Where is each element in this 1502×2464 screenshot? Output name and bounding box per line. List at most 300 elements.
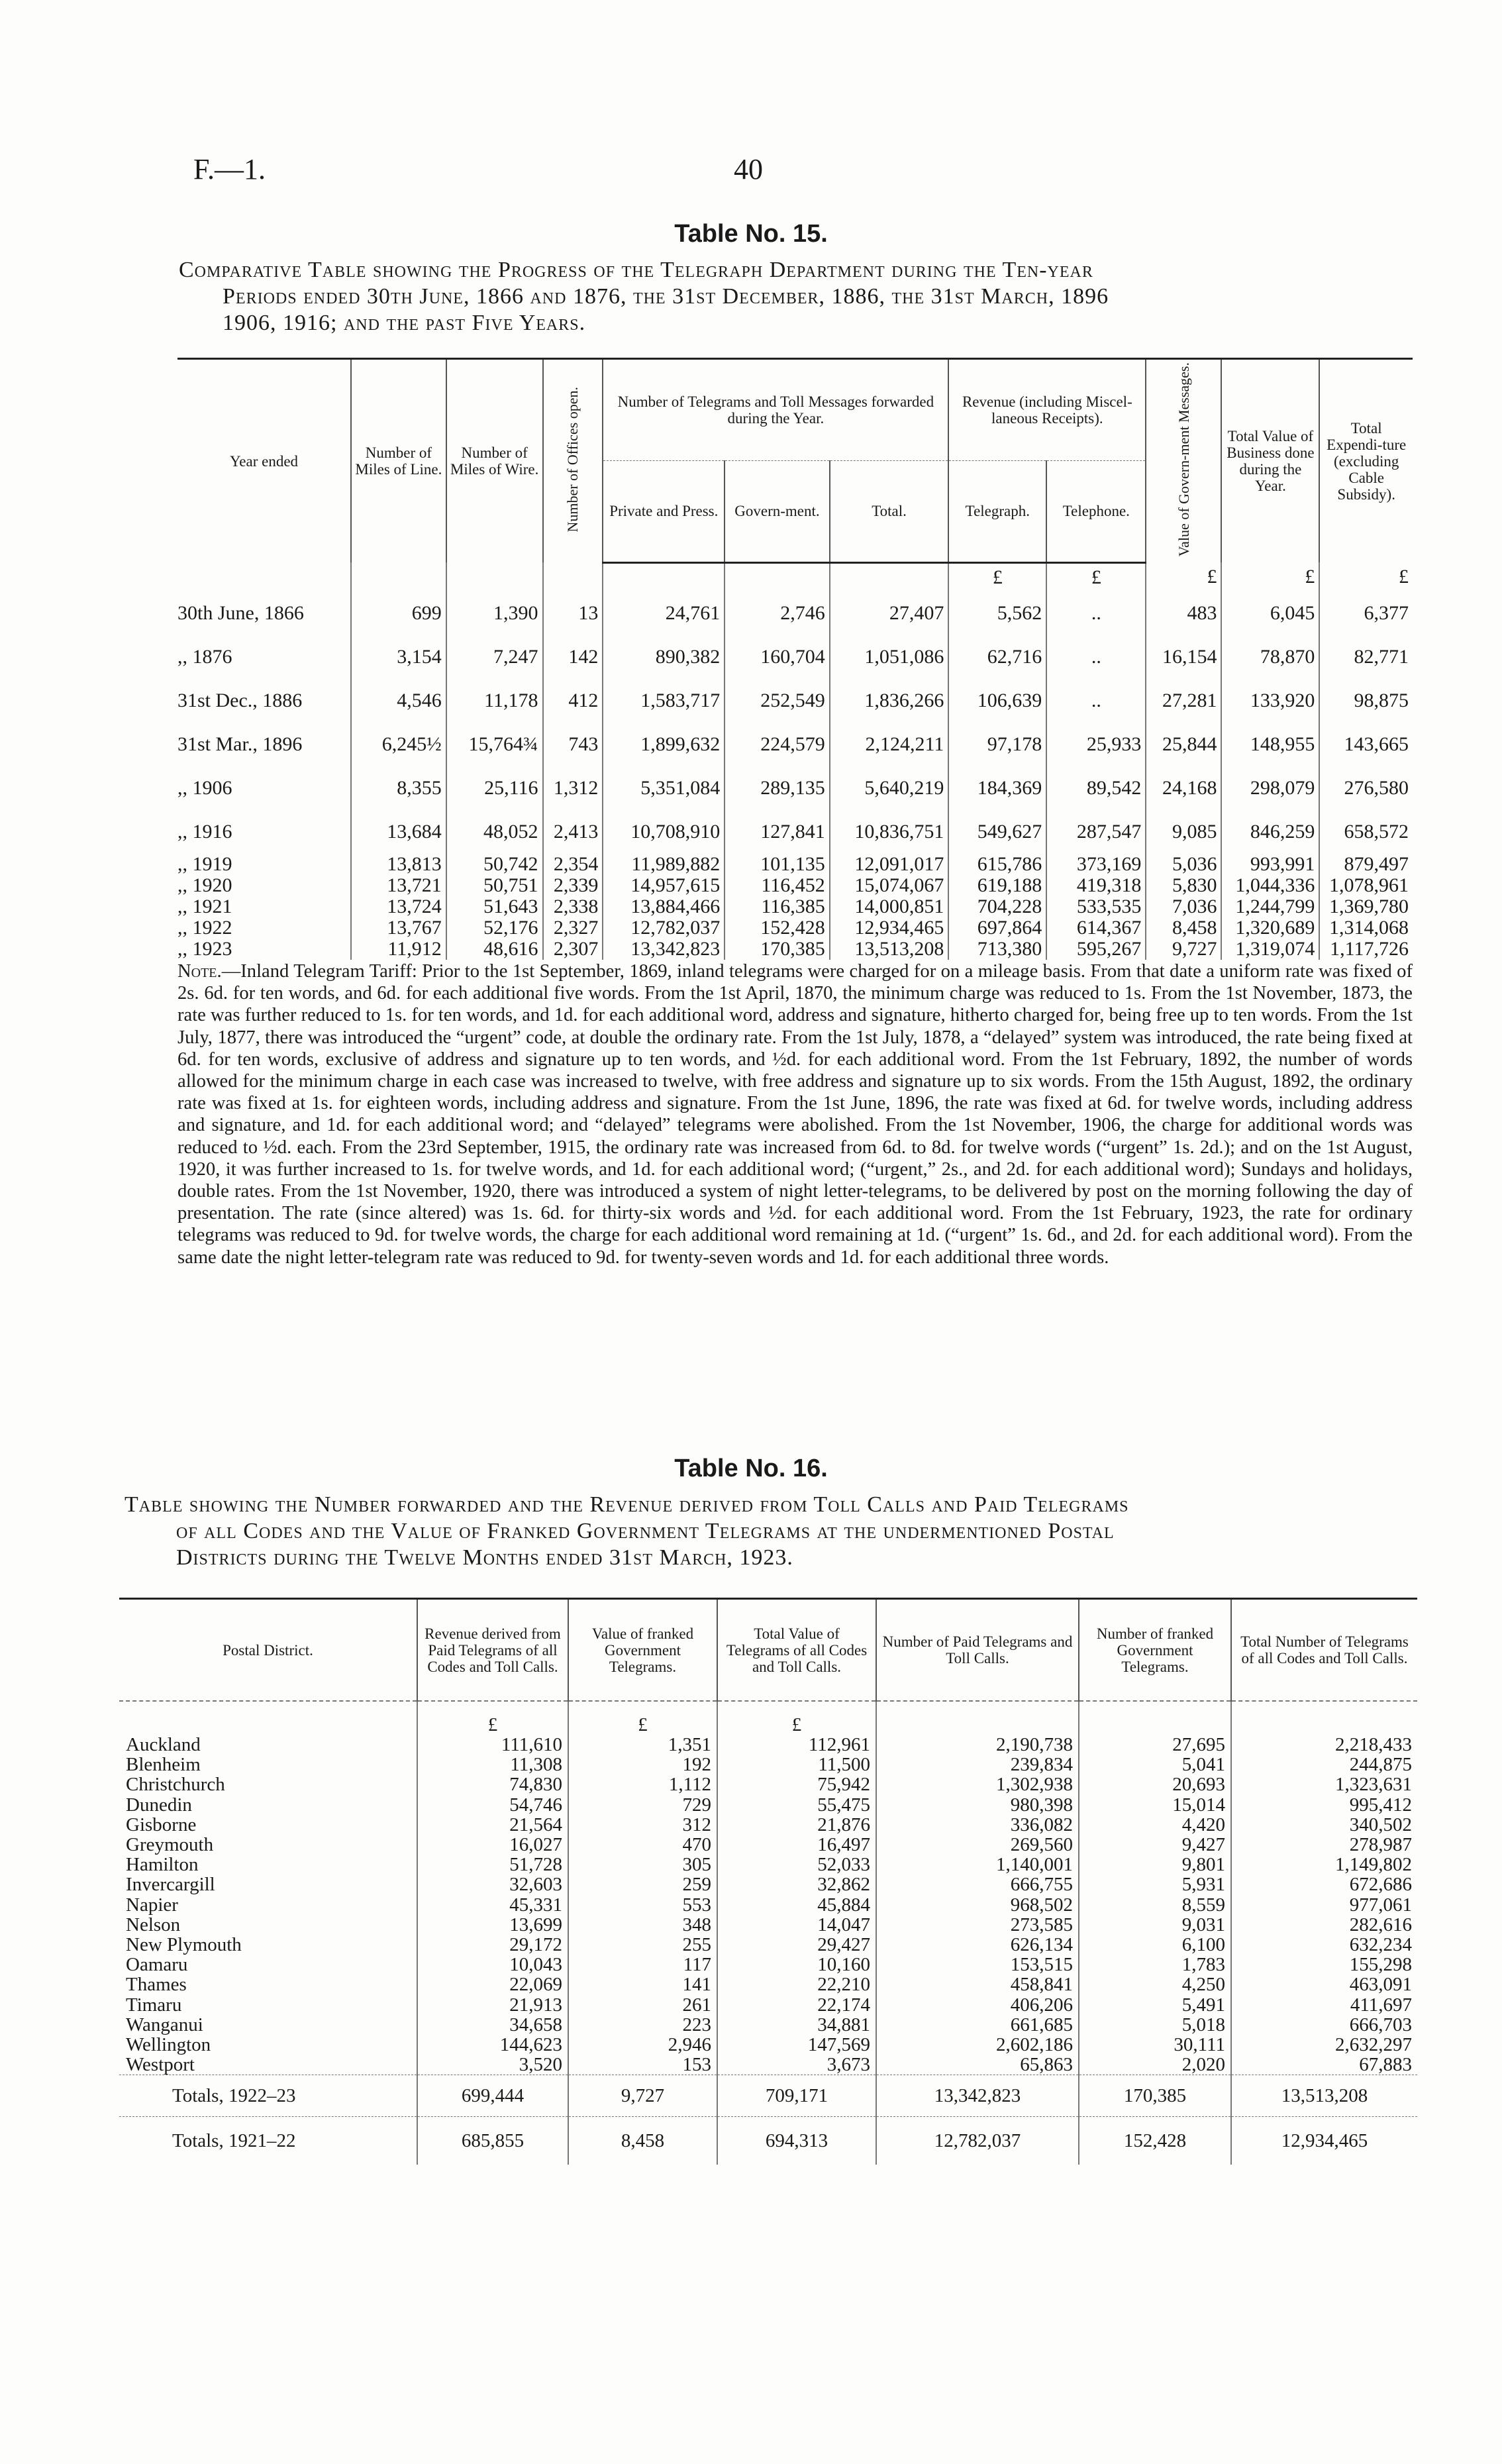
t15-header-government: Govern-ment. [725,460,829,562]
t16-totals-cell: 685,855 [417,2117,568,2165]
page-number: 40 [734,153,763,185]
t16-currency-cell: £ [568,1701,717,1735]
t16-district-name: Gisborne [126,1814,197,1835]
t15-row [177,766,1413,810]
t16-row [119,1955,1417,1975]
t15-cell: 98,875 [1319,679,1413,723]
t15-cell: 743 [543,723,603,766]
t15-cell: 143,665 [1319,723,1413,766]
t16-totals-cell: 694,313 [717,2117,876,2165]
t16-cell: 977,061 [1231,1895,1417,1915]
t15-cell: 127,841 [725,810,829,854]
table15-title: Table No. 15. [674,220,828,248]
t15-cell: 16,154 [1146,635,1221,679]
t16-row [119,1835,1417,1855]
t16-cell: 348 [568,1915,717,1935]
t16-currency-cell: £ [417,1701,568,1735]
t15-currency-cell [603,562,725,591]
t16-district-name: Auckland [126,1734,201,1756]
t15-cell: 78,870 [1221,635,1319,679]
t15-recent-row [177,875,1413,896]
t16-cell: 2,602,186 [876,2035,1079,2055]
t16-row [119,1975,1417,1994]
t15-cell: 13,767 [351,917,446,939]
t15-cell: 5,351,084 [603,766,725,810]
t15-cell: 8,355 [351,766,446,810]
t16-cell: 2,218,433 [1231,1735,1417,1755]
t16-currency-cell: £ [717,1701,876,1735]
t16-totals-cell: 709,171 [717,2075,876,2117]
t16-cell: 1,302,938 [876,1774,1079,1794]
t16-row [119,1874,1417,1894]
t16-cell: 67,883 [1231,2055,1417,2075]
table16-caption-line-1: Table showing the Number forwarded and the Revenue derived from Toll Calls and Paid Telegrams [125,1492,1129,1517]
t15-currency-cell: £ [1146,562,1221,591]
t15-cell: 97,178 [948,723,1046,766]
t15-cell: 13,513,208 [830,939,949,960]
t16-cell: 155,298 [1231,1955,1417,1975]
t16-cell: 2,632,297 [1231,2035,1417,2055]
t16-row [119,2035,1417,2055]
t16-cell: 21,564 [417,1815,568,1835]
t15-cell: 24,168 [1146,766,1221,810]
t15-cell: 658,572 [1319,810,1413,854]
t16-district-name: Hamilton [126,1854,199,1876]
t15-header-total-expenditure: Total Expendi-ture (excluding Cable Subsidy). [1319,359,1413,563]
t16-cell: 15,014 [1079,1795,1231,1815]
t16-district-name: Oamaru [126,1954,188,1976]
t16-cell: 5,041 [1079,1755,1231,1774]
t16-cell: 75,942 [717,1774,876,1794]
t15-cell: 549,627 [948,810,1046,854]
t16-cell: 995,412 [1231,1795,1417,1815]
t15-currency-cell [351,562,446,591]
t16-totals-cell: 170,385 [1079,2075,1231,2117]
t15-cell: 13,342,823 [603,939,725,960]
t16-cell: 9,031 [1079,1915,1231,1935]
t16-district-name: Greymouth [126,1834,214,1856]
t15-cell: 116,385 [725,896,829,917]
t16-currency-cell [1079,1701,1231,1735]
t16-cell: 141 [568,1975,717,1994]
t15-cell: 614,367 [1046,917,1146,939]
table16-title: Table No. 16. [674,1455,828,1482]
t15-cell: 419,318 [1046,875,1146,896]
t16-cell: 312 [568,1815,717,1835]
t16-cell: 305 [568,1855,717,1874]
t16-cell: 2,946 [568,2035,717,2055]
t16-cell: 223 [568,2015,717,2035]
t15-cell: 12,934,465 [830,917,949,939]
t16-cell: 1,323,631 [1231,1774,1417,1794]
t16-district-name: Napier [126,1894,178,1916]
t16-district-name: Westport [126,2054,195,2076]
t15-header-miles-wire: Number of Miles of Wire. [446,359,543,563]
t15-cell: 1,314,068 [1319,917,1413,939]
t15-cell: 101,135 [725,854,829,875]
t16-totals-cell: 8,458 [568,2117,717,2165]
t15-cell: 7,247 [446,635,543,679]
t15-cell: 5,640,219 [830,766,949,810]
t16-cell: 147,569 [717,2035,876,2055]
t16-totals-cell: 9,727 [568,2075,717,2117]
t16-row [119,1774,1417,1794]
t16-header-franked-value: Value of franked Government Telegrams. [568,1599,717,1702]
t16-currency-row [119,1701,1417,1735]
t16-cell: 45,884 [717,1895,876,1915]
t16-header-franked-count: Number of franked Government Telegrams. [1079,1599,1231,1702]
t15-cell: 289,135 [725,766,829,810]
t16-totals-label: Totals, 1922–23 [119,2075,417,2117]
t16-cell: 144,623 [417,2035,568,2055]
t16-cell: 458,841 [876,1975,1079,1994]
t15-cell: 287,547 [1046,810,1146,854]
t16-cell: 30,111 [1079,2035,1231,2055]
t15-cell: 25,933 [1046,723,1146,766]
t15-cell: 1,078,961 [1319,875,1413,896]
t16-cell: 463,091 [1231,1975,1417,1994]
t16-header-district: Postal District. [119,1599,417,1702]
t15-cell: 1,320,689 [1221,917,1319,939]
t15-cell: 48,616 [446,939,543,960]
t15-cell: 224,579 [725,723,829,766]
table15 [177,358,1413,960]
t15-cell: 12,091,017 [830,854,949,875]
tariff-note [177,960,1413,1268]
t16-cell: 11,308 [417,1755,568,1774]
t16-cell: 470 [568,1835,717,1855]
t16-cell: 74,830 [417,1774,568,1794]
t15-cell: 14,000,851 [830,896,949,917]
t15-currency-cell: £ [1046,562,1146,591]
t16-cell: 112,961 [717,1735,876,1755]
t16-cell: 666,703 [1231,2015,1417,2035]
t15-cell: 10,836,751 [830,810,949,854]
t15-cell: 9,727 [1146,939,1221,960]
t15-cell: 1,899,632 [603,723,725,766]
t16-cell: 111,610 [417,1735,568,1755]
t16-cell: 29,172 [417,1935,568,1955]
t15-cell: 170,385 [725,939,829,960]
t15-currency-cell [725,562,829,591]
t15-cell: 252,549 [725,679,829,723]
t16-row [119,1915,1417,1935]
t16-cell: 4,420 [1079,1815,1231,1835]
t15-header-total: Total. [830,460,949,562]
t15-cell: 699 [351,591,446,635]
t16-header-revenue: Revenue derived from Paid Telegrams of all Codes and Toll Calls. [417,1599,568,1702]
t15-cell: ,, 1876 [177,646,232,668]
t16-cell: 9,427 [1079,1835,1231,1855]
t16-currency-cell [119,1701,417,1735]
note-label: Note. [177,961,222,982]
t16-cell: 261 [568,1994,717,2014]
report-reference: F.—1. [193,153,266,185]
t16-cell: 22,174 [717,1994,876,2014]
t15-header-revenue-group: Revenue (including Miscel-laneous Receipts). [948,359,1146,461]
t16-cell: 34,881 [717,2015,876,2035]
t15-cell: 298,079 [1221,766,1319,810]
t16-cell: 11,500 [717,1755,876,1774]
t16-totals-cell: 699,444 [417,2075,568,2117]
t16-row [119,2055,1417,2075]
t15-cell: 595,267 [1046,939,1146,960]
t15-header-offices: Number of Offices open. [543,359,603,563]
t15-cell: 2,413 [543,810,603,854]
t16-district-name: Timaru [126,1994,182,2016]
t15-cell: 184,369 [948,766,1046,810]
t16-district-name: Thames [126,1974,187,1996]
t15-cell: 11,178 [446,679,543,723]
t16-district-name: Dunedin [126,1794,192,1816]
t15-cell: 615,786 [948,854,1046,875]
t16-cell: 632,234 [1231,1935,1417,1955]
t16-row [119,1935,1417,1955]
t15-row [177,810,1413,854]
t16-currency-cell [1231,1701,1417,1735]
t15-cell: 11,989,882 [603,854,725,875]
t15-cell: ,, 1906 [177,777,232,799]
t15-recent-row [177,939,1413,960]
t15-cell: 9,085 [1146,810,1221,854]
table15-caption-line-3: 1906, 1916; and the past Five Years. [223,311,586,335]
t15-header-total-value: Total Value of Business done during the Year. [1221,359,1319,563]
t15-cell: 142 [543,635,603,679]
t16-cell: 153 [568,2055,717,2075]
t15-recent-row [177,854,1413,875]
note-text: —Inland Telegram Tariff: Prior to the 1st September, 1869, inland telegrams were charged for on a mileage basis. From that date a uniform rate was fixed of 2s. 6d. for ten words, and 6d. for each additional five words. From the 1st April, 1870, the minimum charge was reduced to 1s. From the 1st November, 1873, the rate was further reduced to 1s. for ten words, and 1d. for each additional word, address and signature, hitherto charged for, being free up to ten words. From the 1st July, 1877, there was introduced the “urgent” code, at double the ordinary rate. From the 1st July, 1878, a “delayed” system was introduced, the rate being fixed at 6d. for ten words, exclusive of address and signature up to ten words, and ½d. for each additional word. From the 1st February, 1892, the number of words allowed for the minimum charge in each case was increased to twelve, with free address and signature up to six words. From the 15th August, 1892, the ordinary rate was fixed at 1s. for eighteen words, including address and signature. From the 1st June, 1896, the rate was fixed at 6d. for twelve words, including address and signature, and 1d. for each additional word; and “delayed” telegrams were abolished. From the 1st November, 1906, the charge for additional words was reduced to ½d. each. From the 23rd September, 1915, the ordinary rate was increased from 6d. to 8d. for twelve words (“urgent” 1s. 2d.); and on the 1st August, 1920, it was further increased to 1s. for twelve words, and 1d. for each additional word; (“urgent,” 2s., and 2d. for each additional word); Sundays and holidays, double rates. From the 1st November, 1920, there was introduced a system of night letter-telegrams, to be delivered by post on the morning following the day of presentation. The rate (since altered) was 1s. 6d. for thirty-six words and ½d. for each additional word. From the 1st February, 1923, the rate for ordinary telegrams was reduced to 9d. for twelve words, the charge for each additional word remaining at 1d. (“urgent” 1s. 6d., and 2d. for each additional word). From the same date the night letter-telegram rate was reduced to 9d. for twenty-seven words and 1d. for each additional three words. [177,961,1413,1268]
t16-cell: 16,027 [417,1835,568,1855]
t16-cell: 278,987 [1231,1835,1417,1855]
t15-recent-row [177,896,1413,917]
t16-cell: 6,100 [1079,1935,1231,1955]
t15-cell: 846,259 [1221,810,1319,854]
t15-cell: 14,957,615 [603,875,725,896]
t15-currency-cell [543,562,603,591]
t15-cell: 5,830 [1146,875,1221,896]
t15-cell: 31st Dec., 1886 [177,690,303,712]
t15-row [177,591,1413,635]
t15-cell: ,, 1922 [177,917,232,939]
t15-currency-cell: £ [948,562,1046,591]
t16-cell: 1,140,001 [876,1855,1079,1874]
t16-row [119,1895,1417,1915]
t16-cell: 10,043 [417,1955,568,1975]
t15-cell: 13 [543,591,603,635]
t16-cell: 13,699 [417,1915,568,1935]
t15-currency-row [177,562,1413,591]
t16-cell: 259 [568,1874,717,1894]
t16-district-name: Christchurch [126,1774,225,1796]
t16-cell: 406,206 [876,1994,1079,2014]
t16-totals-cell: 13,513,208 [1231,2075,1417,2117]
t15-row [177,679,1413,723]
t16-row [119,1735,1417,1755]
t16-cell: 3,520 [417,2055,568,2075]
t15-cell: 10,708,910 [603,810,725,854]
t15-header-telephone: Telephone. [1046,460,1146,562]
t16-cell: 661,685 [876,2015,1079,2035]
t15-cell: 133,920 [1221,679,1319,723]
t16-cell: 117 [568,1955,717,1975]
t16-cell: 45,331 [417,1895,568,1915]
t16-totals-row [119,2117,1417,2165]
t15-cell: 5,562 [948,591,1046,635]
t15-cell: 27,281 [1146,679,1221,723]
t16-district-name: Wellington [126,2033,211,2055]
t15-cell: .. [1046,679,1146,723]
t15-cell: 2,339 [543,875,603,896]
t16-cell: 411,697 [1231,1994,1417,2014]
t15-cell: 15,764¾ [446,723,543,766]
t15-cell: 1,836,266 [830,679,949,723]
t15-cell: 1,117,726 [1319,939,1413,960]
t16-row [119,1994,1417,2014]
t15-cell: 6,045 [1221,591,1319,635]
t16-cell: 21,913 [417,1994,568,2014]
t16-district-name: Invercargill [126,1874,215,1896]
t16-currency-cell [876,1701,1079,1735]
t15-cell: 2,327 [543,917,603,939]
t15-cell: 25,116 [446,766,543,810]
t15-cell: 2,124,211 [830,723,949,766]
t16-cell: 672,686 [1231,1874,1417,1894]
t16-cell: 8,559 [1079,1895,1231,1915]
table16-caption-line-2: of all Codes and the Value of Franked Government Telegrams at the undermentioned Postal [176,1519,1115,1543]
t15-cell: .. [1046,635,1146,679]
t16-cell: 21,876 [717,1815,876,1835]
t16-body [119,1701,1417,2165]
t16-cell: 9,801 [1079,1855,1231,1874]
t16-cell: 239,834 [876,1755,1079,1774]
t15-cell: 6,245½ [351,723,446,766]
t15-cell: 13,684 [351,810,446,854]
t15-cell: 1,244,799 [1221,896,1319,917]
t15-cell: 5,036 [1146,854,1221,875]
t15-cell: 3,154 [351,635,446,679]
table16-caption-line-3: Districts during the Twelve Months ended 31st March, 1923. [176,1545,793,1570]
t15-cell: 1,044,336 [1221,875,1319,896]
t15-cell: ,, 1919 [177,853,232,876]
t16-cell: 5,491 [1079,1994,1231,2014]
t15-cell: 24,761 [603,591,725,635]
t15-cell: 48,052 [446,810,543,854]
t15-cell: ,, 1923 [177,938,232,960]
t15-cell: 1,319,074 [1221,939,1319,960]
t16-cell: 16,497 [717,1835,876,1855]
t15-cell: 276,580 [1319,766,1413,810]
t15-header-gov-messages: Value of Govern-ment Messages. [1146,359,1221,563]
t15-cell: 6,377 [1319,591,1413,635]
t15-cell: 533,535 [1046,896,1146,917]
t16-cell: 553 [568,1895,717,1915]
t15-cell: 13,884,466 [603,896,725,917]
t15-cell: 1,312 [543,766,603,810]
t16-totals-cell: 12,782,037 [876,2117,1079,2165]
t16-cell: 626,134 [876,1935,1079,1955]
t15-cell: 62,716 [948,635,1046,679]
t16-cell: 968,502 [876,1895,1079,1915]
t16-cell: 255 [568,1935,717,1955]
t15-cell: 31st Mar., 1896 [177,733,303,756]
t16-cell: 1,112 [568,1774,717,1794]
t16-cell: 3,673 [717,2055,876,2075]
t16-cell: 55,475 [717,1795,876,1815]
t15-currency-cell [177,562,351,591]
t15-cell: 697,864 [948,917,1046,939]
t16-totals-cell: 12,934,465 [1231,2117,1417,2165]
t15-cell: 106,639 [948,679,1046,723]
t15-cell: 2,307 [543,939,603,960]
t15-cell: 116,452 [725,875,829,896]
t15-row [177,635,1413,679]
t15-cell: 8,458 [1146,917,1221,939]
t15-cell: ,, 1921 [177,896,232,918]
t16-district-name: Nelson [126,1914,181,1935]
table15-caption-line-2: Periods ended 30th June, 1866 and 1876, the 31st December, 1886, the 31st March, 1896 [223,284,1109,309]
t16-cell: 14,047 [717,1915,876,1935]
t15-cell: .. [1046,591,1146,635]
t15-cell: 2,746 [725,591,829,635]
t15-cell: 879,497 [1319,854,1413,875]
t16-district-name: Wanganui [126,2014,203,2035]
t15-cell: 619,188 [948,875,1046,896]
t16-cell: 52,033 [717,1855,876,1874]
t15-currency-cell [830,562,949,591]
t16-cell: 273,585 [876,1915,1079,1935]
t15-cell: ,, 1916 [177,821,232,843]
t15-cell: 13,724 [351,896,446,917]
t15-currency-cell [446,562,543,591]
t15-header-year: Year ended [177,359,351,563]
t15-cell: 4,546 [351,679,446,723]
t16-cell: 54,746 [417,1795,568,1815]
t16-district-name: New Plymouth [126,1933,242,1955]
t15-cell: 15,074,067 [830,875,949,896]
t15-cell: 2,354 [543,854,603,875]
t16-cell: 10,160 [717,1955,876,1975]
t16-cell: 20,693 [1079,1774,1231,1794]
t16-header-total-value: Total Value of Telegrams of all Codes and Toll Calls. [717,1599,876,1702]
t16-cell: 2,020 [1079,2055,1231,2075]
t15-cell: 890,382 [603,635,725,679]
t15-cell: 25,844 [1146,723,1221,766]
t16-header-total-count: Total Number of Telegrams of all Codes and Toll Calls. [1231,1599,1417,1702]
t15-cell: 82,771 [1319,635,1413,679]
t15-cell: 1,051,086 [830,635,949,679]
t16-totals-label: Totals, 1921–22 [119,2117,417,2165]
t16-row [119,1755,1417,1774]
t16-cell: 282,616 [1231,1915,1417,1935]
t15-header-telegrams-group: Number of Telegrams and Toll Messages forwarded during the Year. [603,359,948,461]
t15-cell: 152,428 [725,917,829,939]
table15-caption-line-1: Comparative Table showing the Progress of the Telegraph Department during the Ten-year [179,258,1093,282]
t16-district-name: Blenheim [126,1754,201,1776]
t15-cell: 373,169 [1046,854,1146,875]
t16-cell: 1,783 [1079,1955,1231,1975]
t15-cell: 148,955 [1221,723,1319,766]
t15-cell: 50,742 [446,854,543,875]
t16-cell: 5,018 [1079,2015,1231,2035]
t16-cell: 51,728 [417,1855,568,1874]
t16-totals-row [119,2075,1417,2117]
t15-cell: 27,407 [830,591,949,635]
t15-cell: 7,036 [1146,896,1221,917]
t15-cell: 13,721 [351,875,446,896]
t16-cell: 34,658 [417,2015,568,2035]
t15-cell: ,, 1920 [177,874,232,897]
t15-body [177,562,1413,960]
